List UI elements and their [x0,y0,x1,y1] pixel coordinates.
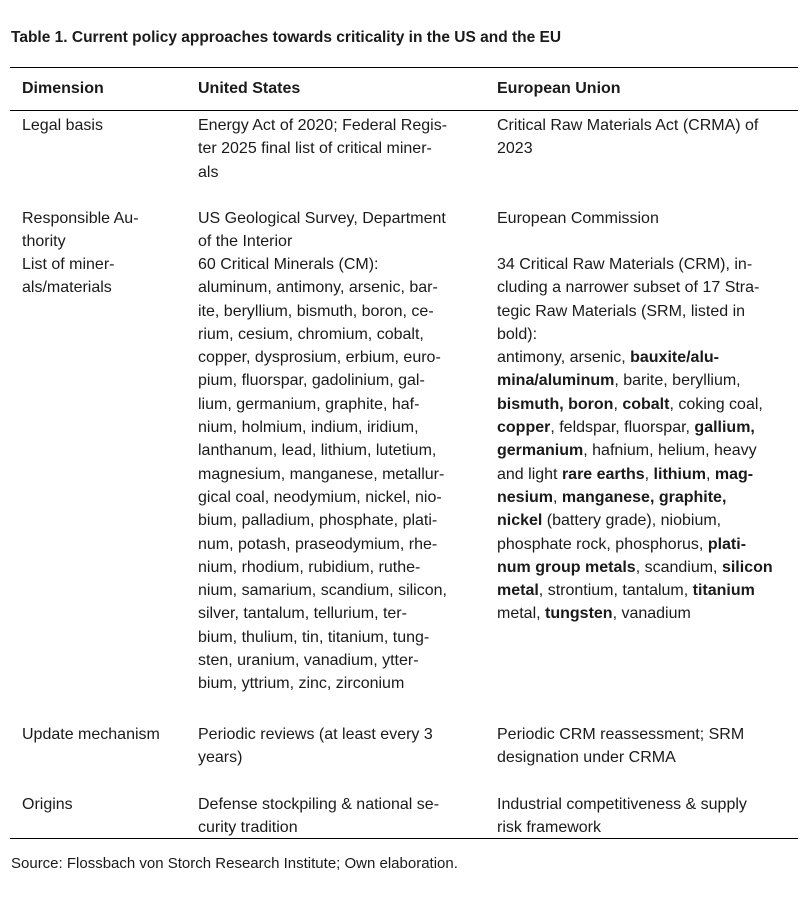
row-us-cell-line: Energy Act of 2020; Federal Regis- [198,117,448,134]
header-united-states: United States [198,80,301,97]
row-us-cell-line: rium, cesium, chromium, cobalt, [198,325,424,343]
text-run: phosphate rock, phosphorus, [497,535,708,553]
row-eu-cell-line [497,723,744,746]
strategic-material-bold: bismuth, boron [497,395,614,413]
row-eu-cell-line [497,746,744,769]
strategic-material-bold: lithium [653,465,706,483]
strategic-material-bold: bauxite/alu- [630,349,719,367]
row-eu-cell-line [497,346,773,369]
row-eu-cell-line [497,276,773,299]
row-eu-cell-line [497,509,773,532]
text-run: (battery grade), niobium, [542,512,722,530]
text-run: , [705,465,715,483]
row-us-cell-line: Defense stockpiling & national se- [198,796,440,813]
table-source-note: Source: Flossbach von Storch Research Institute; Own elaboration. [11,855,458,872]
row-dimension-line: thority [22,233,66,251]
header-dimension: Dimension [22,80,104,97]
row-us-cell [198,793,439,840]
row-us-cell-line: pium, fluorspar, gadolinium, gal- [198,372,425,390]
row-dimension [22,114,103,137]
row-us-cell-line: Periodic reviews (at least every 3 [198,726,433,743]
strategic-material-bold: manganese, graphite, [561,488,727,506]
table-top-rule [10,67,798,68]
text-run: Industrial competitiveness & supply [497,796,747,813]
text-run: antimony, arsenic, [497,349,631,367]
text-run: tegic Raw Materials (SRM, listed in [497,302,746,320]
text-run: metal, [497,605,546,623]
row-dimension [22,793,73,816]
row-eu-cell-line [497,816,747,839]
row-dimension-line: Legal basis [22,117,103,134]
row-eu-cell-line [497,602,773,625]
row-eu-cell [497,723,744,770]
table-bottom-rule [10,838,798,839]
row-dimension-line: Origins [22,796,73,813]
row-eu-cell-line [497,207,659,230]
text-run: Critical Raw Materials Act (CRMA) of [497,117,759,134]
row-dimension-line: Responsible Au- [22,210,139,227]
row-dimension-line: als/materials [22,279,112,297]
row-us-cell-line: gical coal, neodymium, nickel, nio- [198,488,442,506]
strategic-material-bold: metal [497,582,539,600]
strategic-material-bold: nesium [497,488,554,506]
strategic-material-bold: tungsten [545,605,613,623]
text-run: cluding a narrower subset of 17 Stra- [497,279,760,297]
row-eu-cell [497,207,659,230]
row-eu-cell-line [497,486,773,509]
row-us-cell-line: US Geological Survey, Department [198,210,446,227]
row-us-cell-line: of the Interior [198,233,293,251]
row-eu-cell-line [497,137,758,160]
text-run: , scandium, [635,558,722,576]
text-run: European Commission [497,210,659,227]
row-eu-cell-line [497,463,773,486]
text-run: , [613,395,623,413]
strategic-material-bold: plati- [707,535,747,553]
row-us-cell-line: ter 2025 final list of critical miner- [198,140,432,158]
row-eu-cell [497,114,758,161]
strategic-material-bold: mag- [714,465,754,483]
strategic-material-bold: mina/aluminum [497,372,615,390]
row-us-cell-line: years) [198,749,243,767]
row-us-cell-line: silver, tantalum, tellurium, ter- [198,605,407,623]
row-eu-cell-line [497,416,773,439]
strategic-material-bold: nickel [497,512,543,530]
table-header-rule [10,110,798,111]
row-eu-cell [497,253,773,626]
row-us-cell-line: ite, beryllium, bismuth, boron, ce- [198,302,434,320]
row-us-cell-line: magnesium, manganese, metallur- [198,465,445,483]
row-eu-cell-line [497,439,773,462]
row-us-cell-line: curity tradition [198,819,298,837]
row-us-cell-line: nium, holmium, indium, iridium, [198,419,419,437]
row-eu-cell-line [497,369,773,392]
strategic-material-bold: copper [497,419,551,437]
strategic-material-bold: germanium [497,442,584,460]
row-us-cell-line: copper, dysprosium, erbium, euro- [198,349,441,367]
text-run: 34 Critical Raw Materials (CRM), in- [497,256,753,273]
row-us-cell-line: lium, germanium, graphite, haf- [198,395,420,413]
row-eu-cell-line [497,533,773,556]
strategic-material-bold: rare earths [561,465,645,483]
strategic-material-bold: silicon [721,558,773,576]
row-eu-cell-line [497,793,747,816]
row-us-cell-line: sten, uranium, vanadium, ytter- [198,652,419,670]
strategic-material-bold: cobalt [622,395,670,413]
text-run: designation under CRMA [497,749,676,767]
text-run: , [644,465,654,483]
row-eu-cell-line [497,253,773,276]
row-us-cell [198,207,446,254]
row-us-cell-line: bium, yttrium, zinc, zirconium [198,675,405,693]
strategic-material-bold: gallium, [694,419,755,437]
row-us-cell-line: als [198,163,219,181]
row-us-cell-line: nium, samarium, scandium, silicon, [198,582,447,600]
text-run: , hafnium, helium, heavy [583,442,757,460]
row-dimension-line: List of miner- [22,256,115,273]
strategic-material-bold: titanium [692,582,755,600]
row-eu-cell-line [497,114,758,137]
row-us-cell [198,253,447,696]
row-eu-cell-line [497,300,773,323]
row-eu-cell-line [497,323,773,346]
row-eu-cell-line [497,393,773,416]
text-run: , strontium, tantalum, [538,582,693,600]
row-us-cell [198,114,447,184]
row-us-cell-line: nium, rhodium, rubidium, ruthe- [198,558,421,576]
table-caption: Table 1. Current policy approaches towards criticality in the US and the EU [11,29,562,46]
text-run: bold): [497,325,538,343]
text-run: , vanadium [612,605,691,623]
text-run: , [553,488,562,506]
row-us-cell-line: bium, thulium, tin, titanium, tung- [198,628,430,646]
text-run: 2023 [497,140,533,158]
text-run: and light [497,465,562,483]
text-run: , barite, beryllium, [614,372,741,390]
row-eu-cell [497,793,747,840]
row-us-cell-line: num, potash, praseodymium, rhe- [198,535,438,553]
row-dimension [22,207,139,254]
header-european-union: European Union [497,80,621,97]
row-eu-cell-line [497,556,773,579]
row-eu-cell-line [497,579,773,602]
row-dimension [22,723,160,746]
text-run: risk framework [497,819,602,837]
text-run: , coking coal, [669,395,763,413]
row-us-cell-line: bium, palladium, phosphate, plati- [198,512,438,530]
strategic-material-bold: num group metals [497,558,636,576]
text-run: , feldspar, fluorspar, [550,419,695,437]
row-us-cell [198,723,433,770]
row-dimension-line: Update mechanism [22,726,160,743]
row-us-cell-line: aluminum, antimony, arsenic, bar- [198,279,438,297]
row-dimension [22,253,114,300]
row-us-cell-line: 60 Critical Minerals (CM): [198,256,379,273]
text-run: Periodic CRM reassessment; SRM [497,726,745,743]
row-us-cell-line: lanthanum, lead, lithium, lutetium, [198,442,437,460]
